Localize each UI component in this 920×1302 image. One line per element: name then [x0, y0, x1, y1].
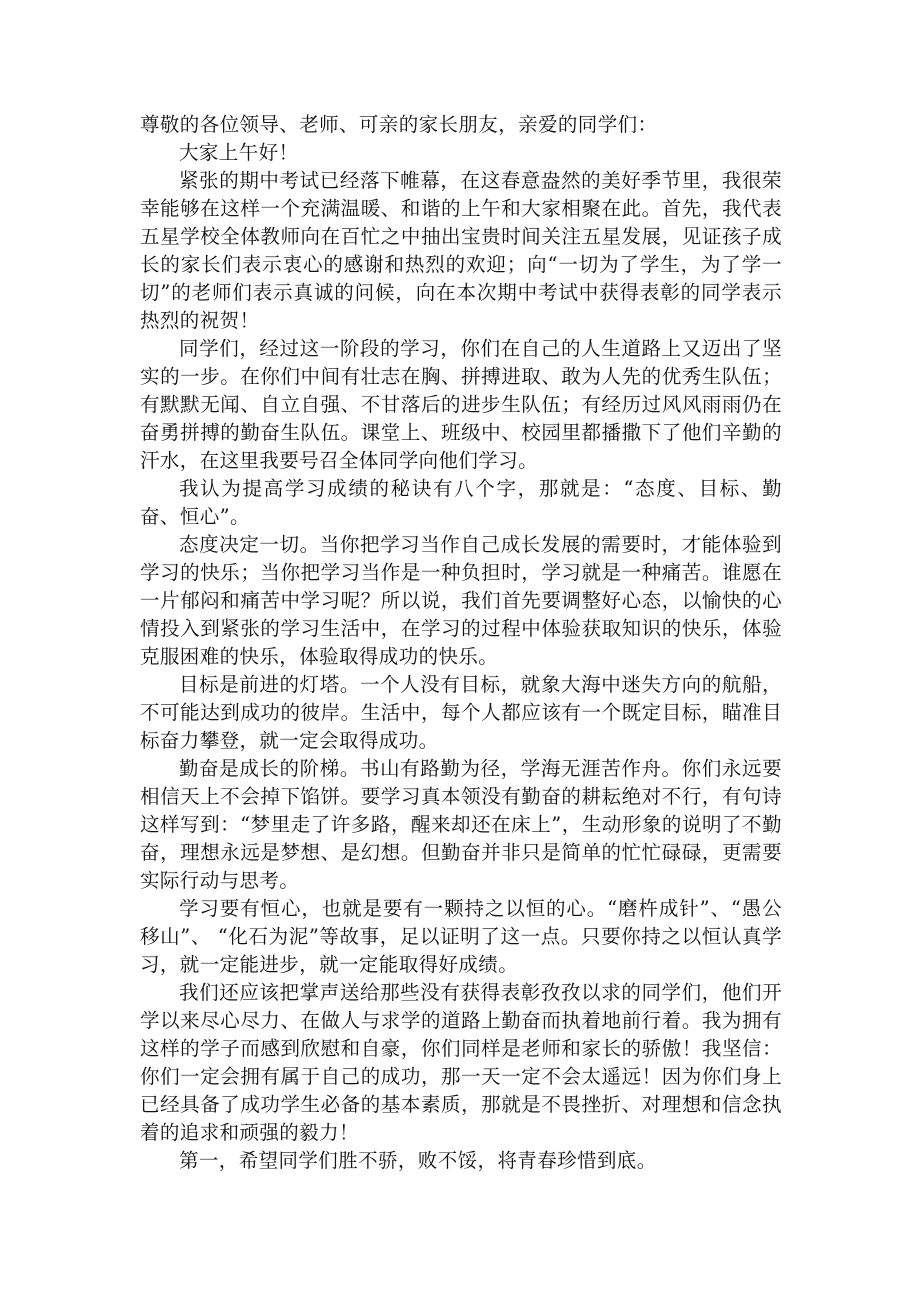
paragraph-applause: 我们还应该把掌声送给那些没有获得表彰孜孜以求的同学们，他们开学以来尽心尽力、在做人与求学的道路上勤奋而执着地前行着。我为拥有这样的学子而感到欣慰和自豪，你们同样是老师和家长的骄傲！我坚信：你们一定会拥有属于自己的成功，那一天一定不会太遥远！因为你们身上已经具备了成功学生必备的基本素质，那就是不畏挫折、对理想和信念执着的追求和顽强的毅力！: [140, 981, 782, 1144]
paragraph-opening: 紧张的期中考试已经落下帷幕，在这春意盎然的美好季节里，我很荣幸能够在这样一个充满温暖、和谐的上午和大家相聚在此。首先，我代表五星学校全体教师向在百忙之中抽出宝贵时间关注五星发展，见证孩子成长的家长们表示衷心的感谢和热烈的欢迎；向“一切为了学生，为了学一切”的老师们表示真诚的问候，向在本次期中考试中获得表彰的同学表示热烈的祝贺！: [140, 169, 782, 332]
paragraph-achievement: 同学们，经过这一阶段的学习，你们在自己的人生道路上又迈出了坚实的一步。在你们中间有壮志在胸、拼搏进取、敢为人先的优秀生队伍；有默默无闻、自立自强、不甘落后的进步生队伍；有经历过风风雨雨仍在奋勇拼搏的勤奋生队伍。课堂上、班级中、校园里都播撒下了他们辛勤的汗水，在这里我要号召全体同学向他们学习。: [140, 337, 782, 472]
paragraph-first-hope: 第一，希望同学们胜不骄，败不馁，将青春珍惜到底。: [179, 1149, 657, 1172]
paragraph-perseverance: 学习要有恒心，也就是要有一颗持之以恒的心。“磨杵成针”、“愚公移山”、 “化石为泥”等故事，足以证明了这一点。只要你持之以恒认真学习，就一定能进步，就一定能取得好成绩。: [140, 897, 782, 976]
paragraph-attitude: 态度决定一切。当你把学习当作自己成长发展的需要时，才能体验到学习的快乐；当你把学习当作是一种负担时，学习就是一种痛苦。谁愿在一片郁闷和痛苦中学习呢？所以说，我们首先要调整好心态，以愉快的心情投入到紧张的学习生活中，在学习的过程中体验获取知识的快乐，体验克服困难的快乐，体验取得成功的快乐。: [140, 533, 782, 668]
paragraph-greeting: 大家上午好！: [179, 141, 299, 164]
paragraph-goal: 目标是前进的灯塔。一个人没有目标，就象大海中迷失方向的航船，不可能达到成功的彼岸。生活中，每个人都应该有一个既定目标，瞄准目标奋力攀登，就一定会取得成功。: [140, 673, 782, 752]
paragraph-diligence: 勤奋是成长的阶梯。书山有路勤为径，学海无涯苦作舟。你们永远要相信天上不会掉下馅饼。要学习真本领没有勤奋的耕耘绝对不行，有句诗这样写到：“梦里走了许多路，醒来却还在床上”，生动形象的说明了不勤奋，理想永远是梦想、是幻想。但勤奋并非只是简单的忙忙碌碌，更需要实际行动与思考。: [140, 757, 782, 892]
speech-body: [140, 111, 782, 1175]
paragraph-secret: 我认为提高学习成绩的秘诀有八个字，那就是：“态度、目标、勤奋、恒心”。: [140, 477, 782, 528]
salutation: 尊敬的各位领导、老师、可亲的家长朋友，亲爱的同学们：: [140, 113, 658, 136]
